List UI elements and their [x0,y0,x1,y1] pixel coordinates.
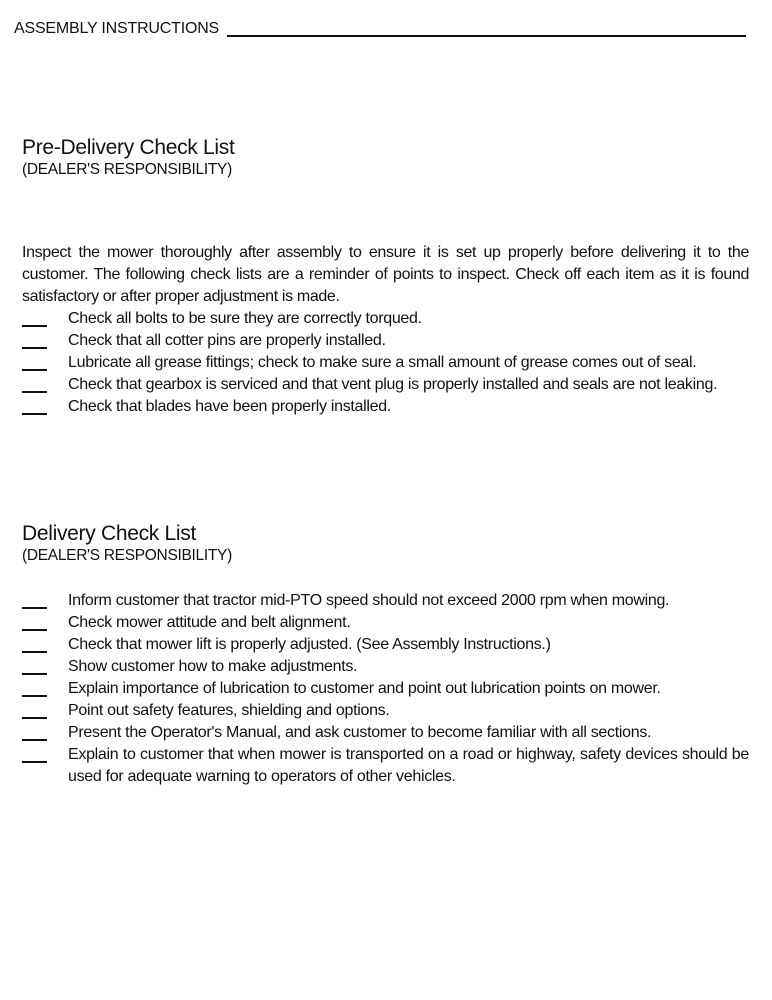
check-blank[interactable] [22,369,47,371]
checklist-item-text: Check that blades have been properly installed. [68,398,392,415]
check-blank[interactable] [22,717,47,719]
check-blank[interactable] [22,761,47,763]
checklist-item [22,374,749,396]
check-blank[interactable] [22,739,47,741]
checklist-item-text: Point out safety features, shielding and options. [68,702,390,719]
pre-delivery-subtitle: (DEALER'S RESPONSIBILITY) [22,161,232,178]
checklist-item-text: Inform customer that tractor mid-PTO speed should not exceed 2000 rpm when mowing. [68,592,670,609]
checklist-item-text: Show customer how to make adjustments. [68,658,358,675]
checklist-item-text: Check that mower lift is properly adjusted. (See Assembly Instructions.) [68,636,551,653]
check-blank[interactable] [22,391,47,393]
checklist-item-text: Check that all cotter pins are properly installed. [68,332,386,349]
checklist-item [22,330,749,352]
checklist-item-text: Explain to customer that when mower is transported on a road or highway, safety devices should be used for adequate warning to operators of other vehicles. [68,746,749,785]
pre-delivery-checklist [22,308,749,418]
checklist-item-text: Check that gearbox is serviced and that vent plug is properly installed and seals are not leaking. [68,376,718,393]
page-header [14,20,746,38]
checklist-item [22,308,749,330]
checklist-item [22,656,749,678]
checklist-item [22,590,749,612]
checklist-item [22,722,749,744]
check-blank[interactable] [22,607,47,609]
checklist-item-text: Check all bolts to be sure they are correctly torqued. [68,310,422,327]
check-blank[interactable] [22,347,47,349]
check-blank[interactable] [22,651,47,653]
checklist-item [22,634,749,656]
delivery-title: Delivery Check List [22,522,197,545]
delivery-subtitle: (DEALER'S RESPONSIBILITY) [22,547,232,564]
checklist-item [22,678,749,700]
pre-delivery-title: Pre-Delivery Check List [22,136,235,159]
checklist-item-text: Explain importance of lubrication to customer and point out lubrication points on mower. [68,680,661,697]
checklist-item-text: Present the Operator's Manual, and ask customer to become familiar with all sections. [68,724,652,741]
checklist-item [22,612,749,634]
check-blank[interactable] [22,413,47,415]
check-blank[interactable] [22,673,47,675]
check-blank[interactable] [22,629,47,631]
check-blank[interactable] [22,695,47,697]
checklist-item [22,700,749,722]
page-header-title: ASSEMBLY INSTRUCTIONS [14,20,220,37]
header-rule [227,35,746,37]
checklist-item [22,396,749,418]
checklist-item [22,744,749,788]
delivery-checklist [22,590,749,788]
checklist-item-text: Check mower attitude and belt alignment. [68,614,351,631]
checklist-item-text: Lubricate all grease fittings; check to make sure a small amount of grease comes out of seal. [68,354,697,371]
checklist-item [22,352,749,374]
check-blank[interactable] [22,325,47,327]
pre-delivery-intro: Inspect the mower thoroughly after assembly to ensure it is set up properly before delivering it to the customer. The following check lists are a reminder of points to inspect. Check off each item as it is found satisfactory or after proper adjustment is made. [22,244,749,305]
